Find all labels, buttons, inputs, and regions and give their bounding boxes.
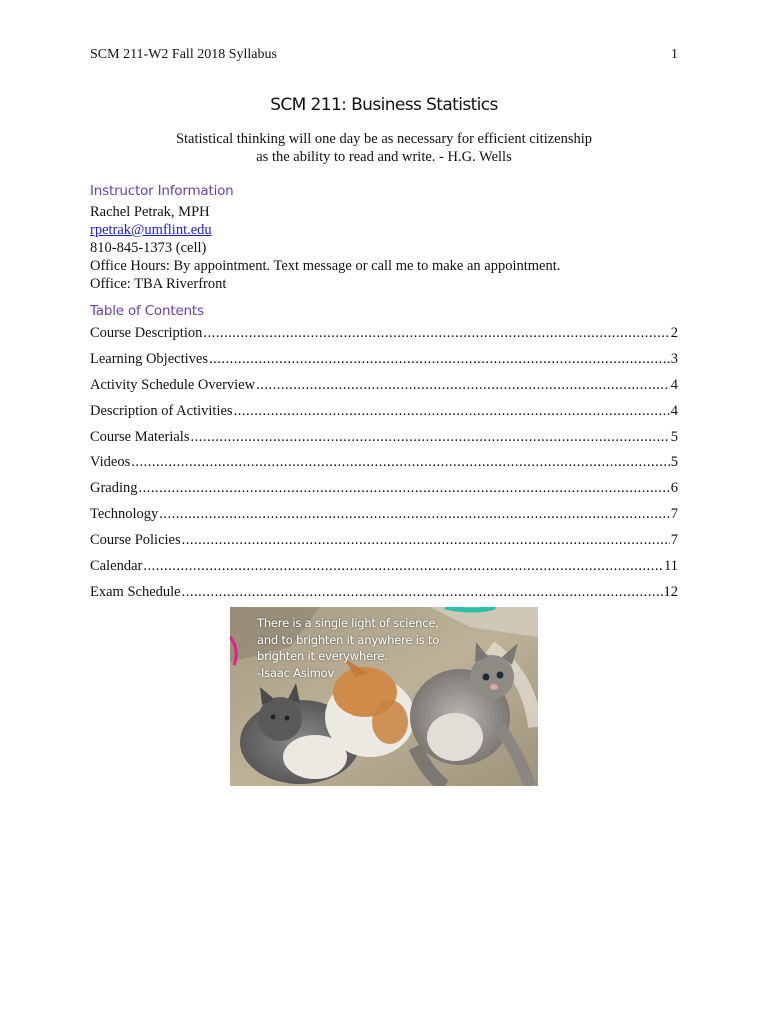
toc-entry[interactable] — [90, 530, 678, 556]
toc-entry-title: Course Policies — [90, 532, 181, 549]
toc-dot-leader — [159, 504, 670, 525]
instructor-email-link[interactable]: rpetrak@umflint.edu — [90, 222, 212, 238]
toc-entry-page: 5 — [670, 454, 678, 471]
toc-dot-leader — [203, 323, 669, 344]
toc-entry-title: Calendar — [90, 558, 143, 575]
toc-entry[interactable] — [90, 452, 678, 478]
toc-entry[interactable] — [90, 375, 678, 401]
toc-entry-title: Technology — [90, 506, 159, 523]
kittens-quote-image — [230, 607, 538, 786]
toc-entry-title: Course Materials — [90, 428, 190, 445]
toc-entry[interactable] — [90, 504, 678, 530]
toc-entry-page: 4 — [670, 402, 678, 419]
instructor-info-heading: Instructor Information — [90, 183, 234, 199]
quote-line-2: as the ability to read and write. - H.G. Wells — [256, 148, 512, 165]
toc-entry[interactable] — [90, 582, 678, 608]
toc-entry-title: Videos — [90, 454, 131, 471]
page-header — [90, 47, 678, 65]
toc-heading: Table of Contents — [90, 303, 204, 319]
caption-line: and to brighten it anywhere is to — [257, 632, 440, 647]
toc-entry[interactable] — [90, 323, 678, 349]
toc-entry-page: 2 — [670, 325, 678, 341]
caption-line: -Isaac Asimov — [257, 665, 335, 680]
toc-entry-page: 7 — [670, 506, 678, 523]
toc-dot-leader — [143, 556, 663, 577]
toc-entry[interactable] — [90, 556, 678, 582]
instructor-name: Rachel Petrak, MPH — [90, 204, 210, 220]
toc-entry-page: 11 — [664, 558, 678, 575]
header-page-number: 1 — [671, 47, 678, 62]
asimov-quote-caption — [257, 615, 439, 681]
toc-entry[interactable] — [90, 478, 678, 504]
toc-dot-leader — [182, 530, 670, 551]
toc-dot-leader — [209, 349, 670, 370]
toc-entry-page: 5 — [670, 428, 678, 445]
caption-line: There is a single light of science, — [257, 616, 439, 630]
toc-entry-page: 6 — [670, 480, 678, 497]
toc-entry-title: Exam Schedule — [90, 583, 181, 600]
toc-entry[interactable] — [90, 427, 678, 453]
quote-line-1: Statistical thinking will one day be as necessary for efficient citizenship — [175, 131, 593, 147]
toc-entry-title: Learning Objectives — [90, 350, 208, 367]
toc-entry-page: 7 — [670, 532, 678, 549]
toc-dot-leader — [182, 582, 663, 603]
epigraph-quote — [0, 131, 768, 166]
instructor-info — [90, 203, 560, 293]
header-course-label: SCM 211-W2 Fall 2018 Syllabus — [90, 47, 277, 62]
toc-entry-page: 12 — [663, 583, 678, 600]
toc-entry-page: 3 — [670, 350, 678, 367]
toc-entry[interactable] — [90, 401, 678, 427]
toc-dot-leader — [256, 375, 670, 396]
toc-entry-page: 4 — [670, 376, 678, 393]
instructor-phone: 810-845-1373 (cell) — [90, 240, 207, 256]
caption-line: brighten it everywhere. — [257, 649, 388, 663]
toc-dot-leader — [139, 478, 670, 499]
toc-entry[interactable] — [90, 349, 678, 375]
toc-entry-title: Description of Activities — [90, 402, 233, 419]
toc-dot-leader — [131, 452, 670, 473]
toc-entry-title: Grading — [90, 480, 138, 497]
table-of-contents — [90, 323, 678, 608]
toc-dot-leader — [190, 427, 669, 448]
toc-dot-leader — [234, 401, 670, 422]
page-title: SCM 211: Business Statistics — [270, 95, 498, 115]
office-location: Office: TBA Riverfront — [90, 276, 227, 292]
office-hours: Office Hours: By appointment. Text message or call me to make an appointment. — [90, 258, 561, 274]
toc-entry-title: Course Description — [90, 325, 203, 341]
toc-entry-title: Activity Schedule Overview — [90, 376, 256, 393]
